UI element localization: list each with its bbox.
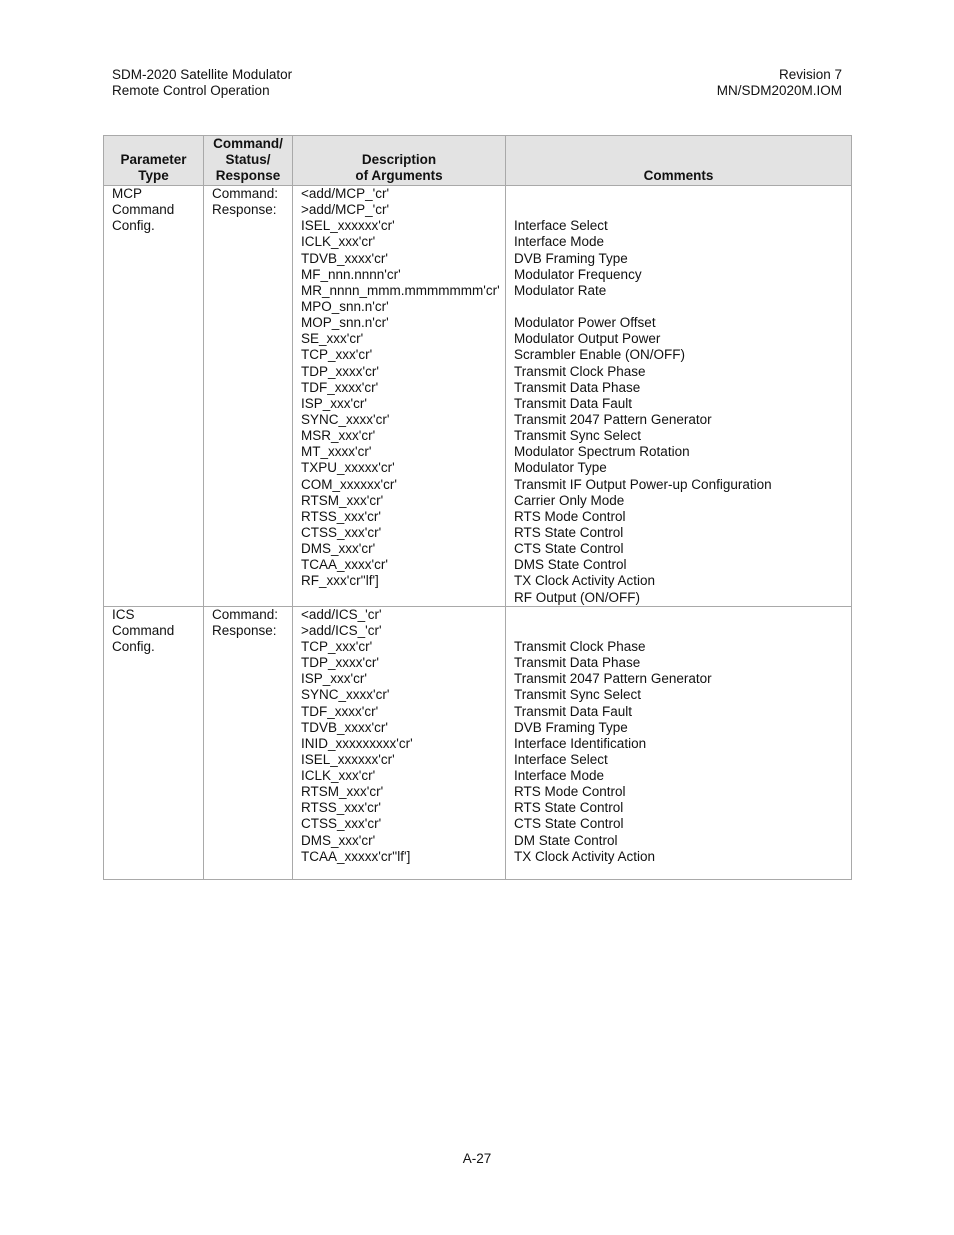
- comment-line: Modulator Spectrum Rotation: [514, 444, 690, 460]
- comment-line: Interface Select: [514, 218, 608, 234]
- comments-cell: [506, 186, 852, 607]
- section-title: Remote Control Operation: [112, 83, 270, 98]
- argument-line: TCAA_xxxx'cr': [301, 557, 388, 573]
- argument-line: DMS_xxx'cr': [301, 541, 376, 557]
- argument-line: RTSS_xxx'cr': [301, 800, 381, 816]
- argument-line: INID_xxxxxxxxx'cr': [301, 735, 413, 751]
- argument-line: TDF_xxxx'cr': [301, 703, 379, 719]
- table-row: [104, 606, 852, 879]
- comment-line: Transmit Data Phase: [514, 655, 641, 671]
- comment-line: RTS State Control: [514, 800, 624, 816]
- argument-line: MT_xxxx'cr': [301, 444, 372, 460]
- comment-line: Interface Select: [514, 751, 608, 767]
- comment-line: Scrambler Enable (ON/OFF): [514, 347, 686, 363]
- document-number: MN/SDM2020M.IOM: [716, 83, 842, 98]
- header-description: Description of Arguments: [293, 136, 506, 186]
- comment-line: DVB Framing Type: [514, 719, 628, 735]
- comment-line: Modulator Frequency: [514, 266, 642, 282]
- argument-line: >add/ICS_'cr': [301, 622, 382, 638]
- comment-line: Transmit Clock Phase: [514, 638, 646, 654]
- comment-line: DVB Framing Type: [514, 250, 628, 266]
- argument-line: TDVB_xxxx'cr': [301, 250, 388, 266]
- revision-label: Revision 7: [778, 67, 842, 82]
- comment-line: [514, 186, 851, 202]
- argument-line: CTSS_xxx'cr': [301, 816, 382, 832]
- comment-line: Modulator Power Offset: [514, 315, 656, 331]
- comment-line: TX Clock Activity Action: [514, 848, 656, 864]
- argument-line: RF_xxx'cr''lf']: [301, 573, 379, 589]
- command-response-cell: Command: Response:: [204, 606, 293, 879]
- page-number: A-27: [462, 1151, 492, 1166]
- header-parameter-type: Parameter Type: [104, 136, 204, 186]
- argument-line: TCAA_xxxxx'cr''lf']: [301, 848, 411, 864]
- comment-line: Transmit 2047 Pattern Generator: [514, 411, 712, 427]
- comment-line: [514, 607, 851, 623]
- comment-line: Interface Mode: [514, 234, 605, 250]
- command-table: [103, 135, 852, 880]
- argument-line: MF_nnn.nnnn'cr': [301, 266, 401, 282]
- comment-line: Transmit Data Fault: [514, 395, 633, 411]
- table-header-row: [104, 136, 852, 186]
- comment-line: DMS State Control: [514, 557, 627, 573]
- comment-line: Interface Mode: [514, 768, 605, 784]
- argument-line: COM_xxxxxx'cr': [301, 476, 397, 492]
- argument-line: ISP_xxx'cr': [301, 395, 367, 411]
- table-row: [104, 186, 852, 607]
- command-response-cell: Command: Response:: [204, 186, 293, 607]
- argument-line: MR_nnnn_mmm.mmmmmmm'cr': [301, 282, 500, 298]
- argument-line: MPO_snn.n'cr': [301, 298, 389, 314]
- argument-line: RTSM_xxx'cr': [301, 492, 384, 508]
- comment-line: RF Output (ON/OFF): [514, 589, 641, 605]
- comment-line: RTS Mode Control: [514, 508, 626, 524]
- argument-line: MSR_xxx'cr': [301, 428, 376, 444]
- argument-line: ISP_xxx'cr': [301, 671, 367, 687]
- parameter-type-cell: ICS Command Config.: [104, 606, 204, 879]
- comment-line: CTS State Control: [514, 816, 624, 832]
- argument-line: CTSS_xxx'cr': [301, 524, 382, 540]
- argument-line: ICLK_xxx'cr': [301, 234, 376, 250]
- page-header-left: [112, 67, 292, 99]
- comment-line: [514, 202, 851, 218]
- comment-line: [514, 299, 851, 315]
- argument-line: TDP_xxxx'cr': [301, 655, 379, 671]
- argument-line: TCP_xxx'cr': [301, 347, 373, 363]
- argument-line: ICLK_xxx'cr': [301, 768, 376, 784]
- header-command-status-response: Command/ Status/ Response: [204, 136, 293, 186]
- argument-line: RTSM_xxx'cr': [301, 784, 384, 800]
- comment-line: Transmit IF Output Power-up Configuration: [514, 476, 772, 492]
- argument-line: ISEL_xxxxxx'cr': [301, 218, 395, 234]
- argument-line: RTSS_xxx'cr': [301, 508, 381, 524]
- comment-line: [514, 623, 851, 639]
- header-comments: Comments: [506, 136, 852, 186]
- comment-line: Modulator Type: [514, 460, 607, 476]
- comment-line: Carrier Only Mode: [514, 492, 625, 508]
- argument-line: >add/MCP_'cr': [301, 202, 390, 218]
- comment-line: RTS State Control: [514, 524, 624, 540]
- description-cell: [293, 186, 506, 607]
- comment-line: Interface Identification: [514, 735, 647, 751]
- argument-line: TDP_xxxx'cr': [301, 363, 379, 379]
- argument-line: TCP_xxx'cr': [301, 638, 373, 654]
- comment-line: Transmit Sync Select: [514, 428, 642, 444]
- comment-line: Transmit Data Phase: [514, 379, 641, 395]
- comments-cell: [506, 606, 852, 879]
- argument-line: <add/MCP_'cr': [301, 186, 390, 201]
- argument-line: SE_xxx'cr': [301, 331, 364, 347]
- page-header-right: [717, 67, 842, 99]
- comment-line: TX Clock Activity Action: [514, 573, 656, 589]
- comment-line: Transmit Data Fault: [514, 703, 633, 719]
- comment-line: Transmit 2047 Pattern Generator: [514, 671, 712, 687]
- argument-line: ISEL_xxxxxx'cr': [301, 751, 395, 767]
- comment-line: Transmit Clock Phase: [514, 363, 646, 379]
- document-title: SDM-2020 Satellite Modulator: [112, 67, 293, 82]
- argument-line: <add/ICS_'cr': [301, 606, 382, 622]
- comment-line: DM State Control: [514, 832, 618, 848]
- argument-line: TDF_xxxx'cr': [301, 379, 379, 395]
- description-cell: [293, 606, 506, 879]
- argument-line: DMS_xxx'cr': [301, 832, 376, 848]
- comment-line: Modulator Rate: [514, 282, 607, 298]
- comment-line: Modulator Output Power: [514, 331, 661, 347]
- argument-line: SYNC_xxxx'cr': [301, 687, 390, 703]
- argument-line: TDVB_xxxx'cr': [301, 719, 388, 735]
- argument-line: SYNC_xxxx'cr': [301, 411, 390, 427]
- comment-line: RTS Mode Control: [514, 784, 626, 800]
- comment-line: Transmit Sync Select: [514, 687, 642, 703]
- argument-line: MOP_snn.n'cr': [301, 315, 389, 331]
- parameter-type-cell: MCP Command Config.: [104, 186, 204, 607]
- argument-line: TXPU_xxxxx'cr': [301, 460, 395, 476]
- comment-line: CTS State Control: [514, 541, 624, 557]
